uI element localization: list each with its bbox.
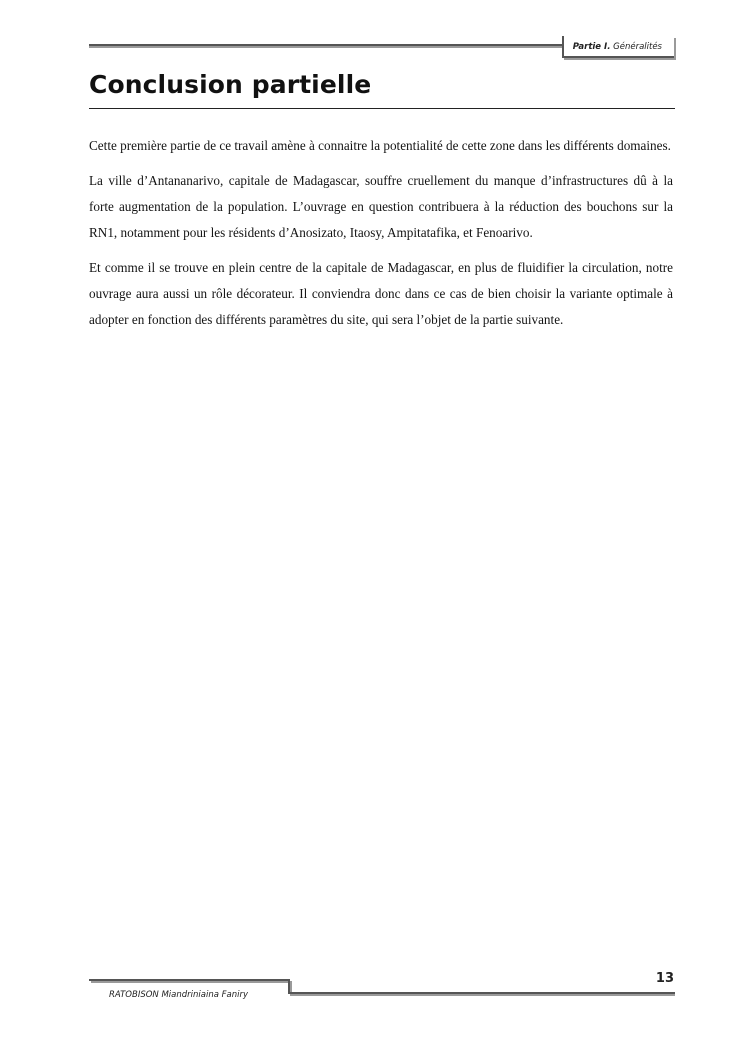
header-part-label: Partie I. [572,42,611,52]
header-section-label: Généralités [613,42,662,52]
title-underline [89,108,675,109]
footer-author: RATOBISON Miandriniaina Faniry [109,990,249,1000]
header-rule [89,44,562,46]
page-number: 13 [655,971,674,986]
paragraph: Et comme il se trouve en plein centre de la capitale de Madagascar, en plus de fluidifier la circulation, notre ouvrage aura aussi un rôle décorateur. Il conviendra donc dans ce cas de bien choisir la variante optimale à adopter en fonction des différents paramètres du site, qui sera l’objet de la partie suivante. [89,260,673,327]
running-header [573,42,662,52]
paragraph: Cette première partie de ce travail amène à connaitre la potentialité de cette zone dans les différents domaines. [89,138,671,153]
paragraph: La ville d’Antananarivo, capitale de Madagascar, souffre cruellement du manque d’infrastructures dû à la forte augmentation de la population. L’ouvrage en question contribuera à la réduction des bouchons sur la RN1, notamment pour les résidents d’Anosizato, Itaosy, Ampitatafika, et Fenoarivo. [89,173,673,240]
page-title: Conclusion partielle [89,70,372,99]
body-text [89,133,673,342]
footer-rule [290,992,675,994]
